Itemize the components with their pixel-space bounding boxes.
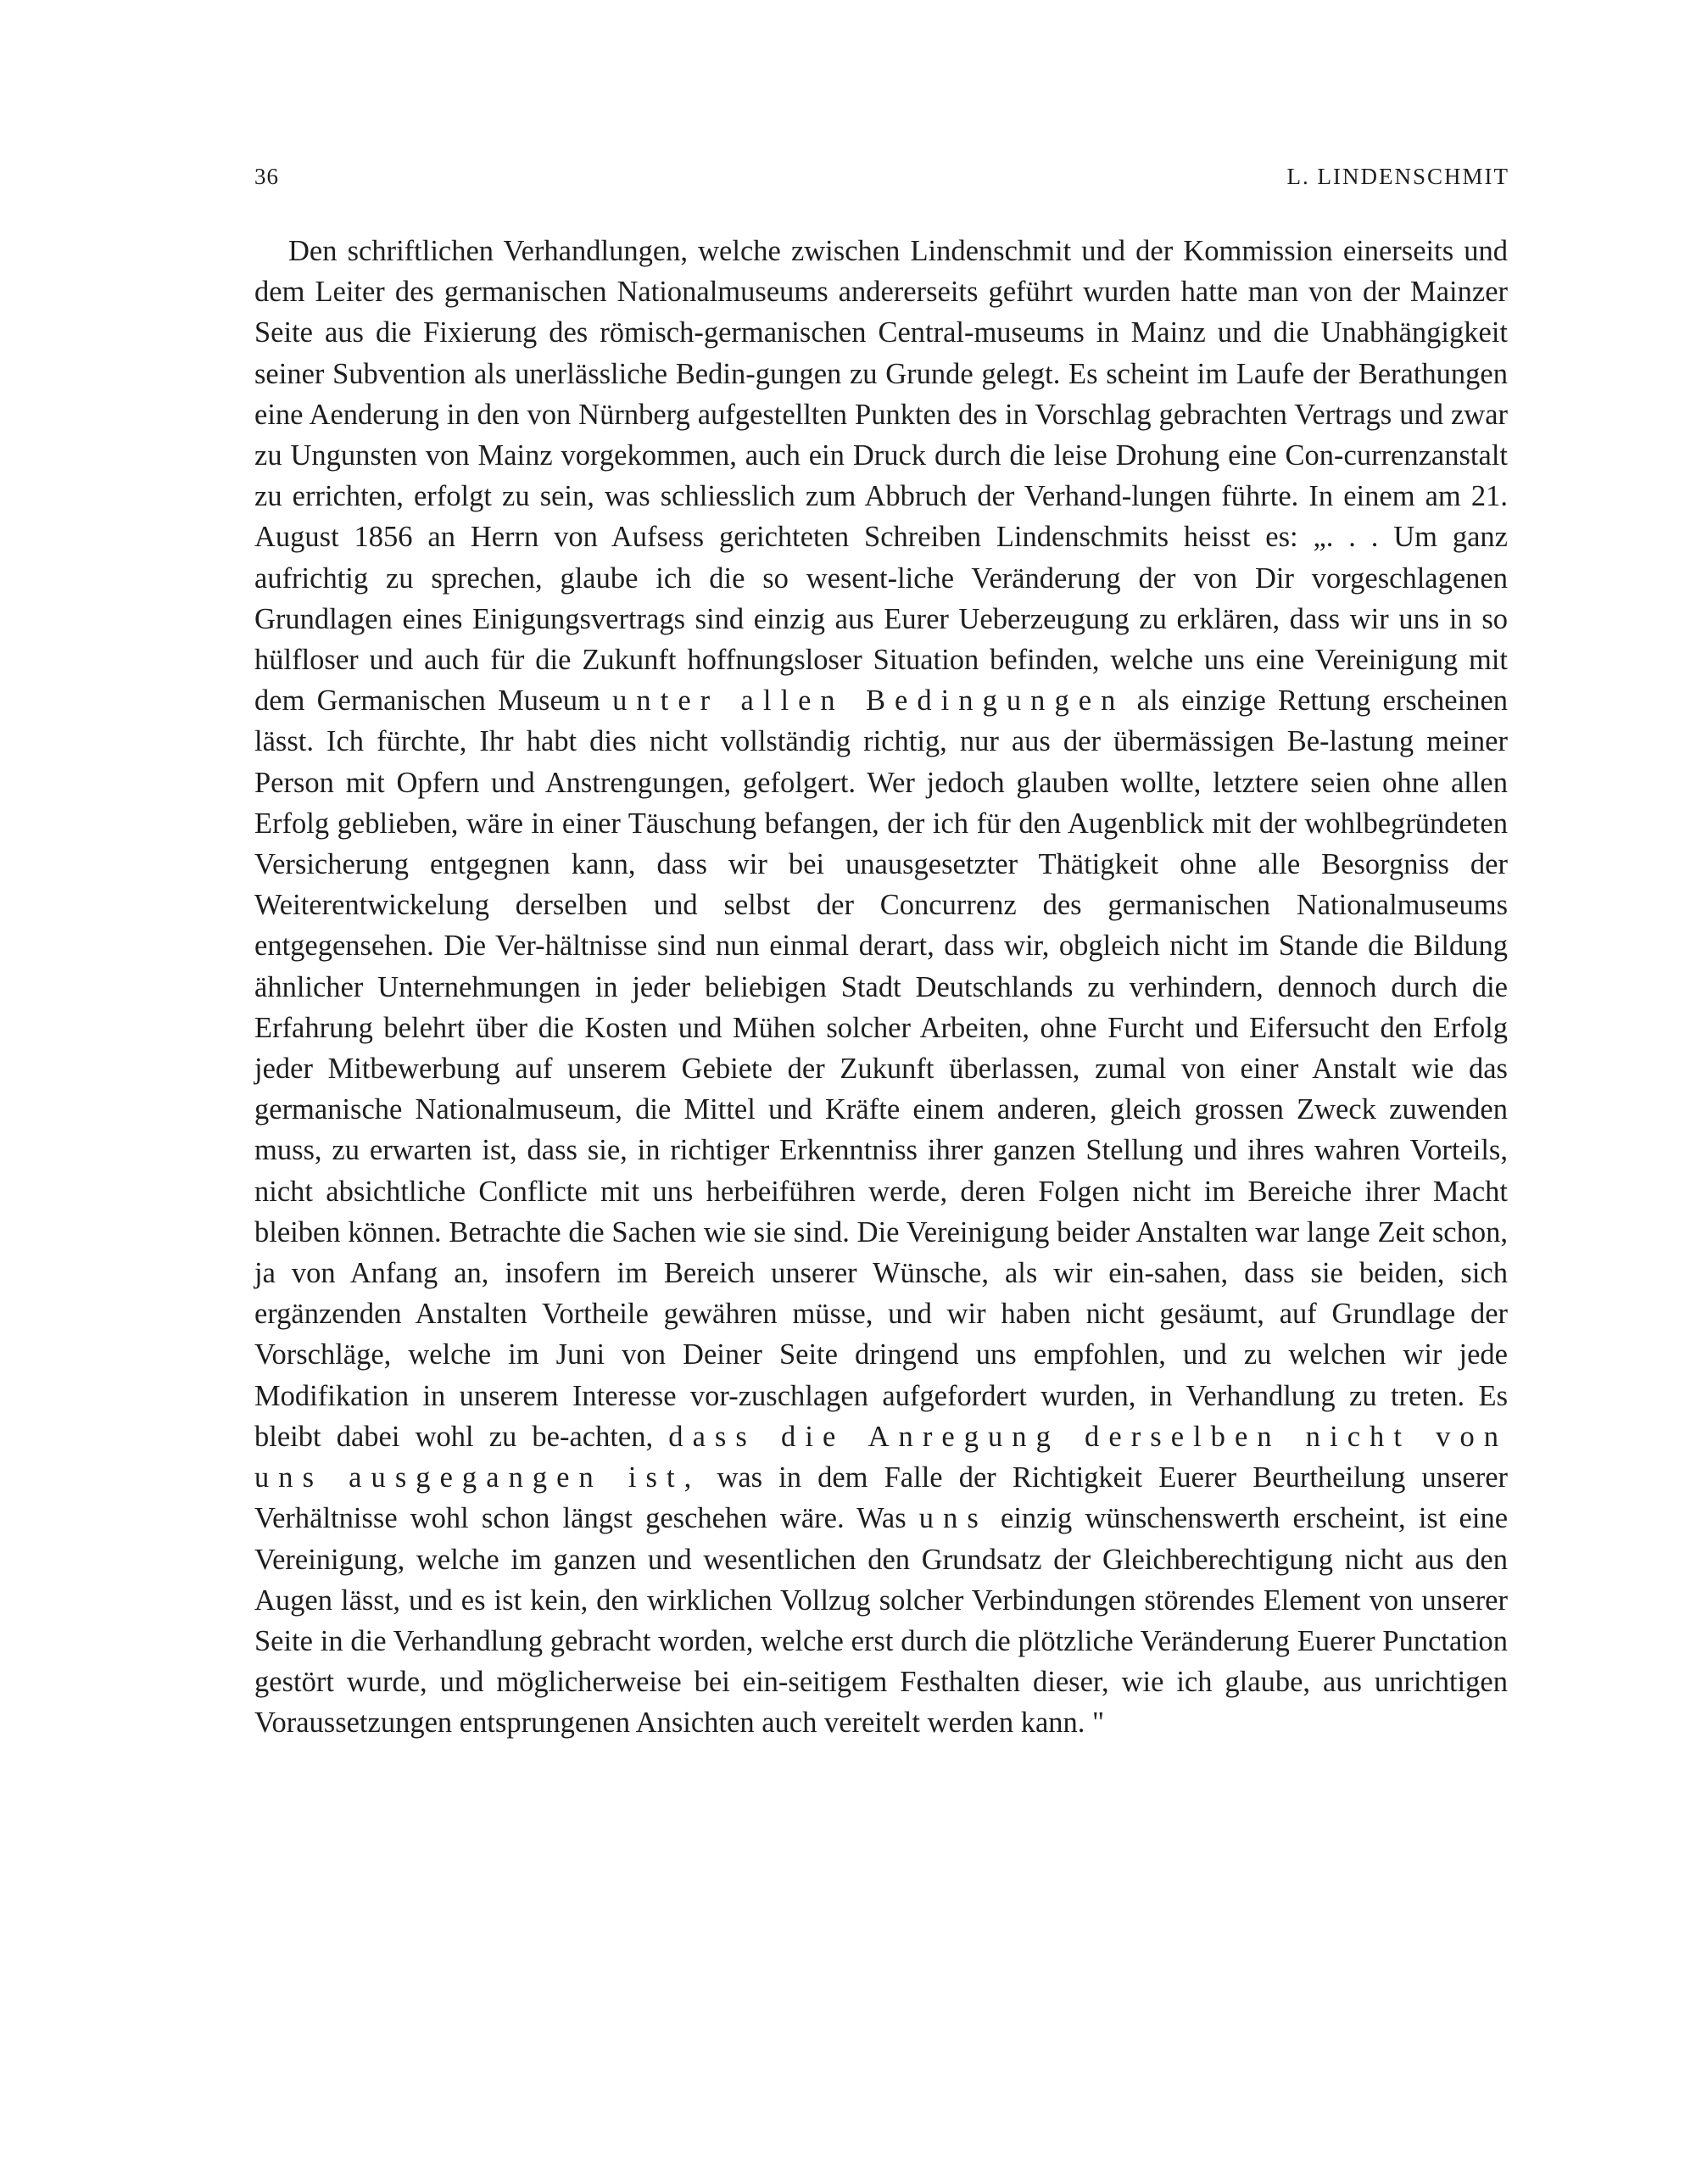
running-header <box>254 159 1509 193</box>
text-run: Den schriftlichen Verhandlungen, welche zwischen Lindenschmit und der Kommission einerseits und dem Leiter des germanischen Nationalmuseums andererseits geführt wurden hatte man von der Mainzer Seite aus die Fixierung des römisch-germanischen Central-museums in Mainz und die Unabhängigkeit seiner Subvention als unerlässliche Bedin-gungen zu Grunde gelegt. Es scheint im Laufe der Berathungen eine Aenderung in den von Nürnberg aufgestellten Punkten des in Vorschlag gebrachten Vertrags und zwar zu Ungunsten von Mainz vorgekommen, auch ein Druck durch die leise Drohung eine Con-currenzanstalt zu errichten, erfolgt zu sein, was schliesslich zum Abbruch der Verhand-lungen führte. In einem am 21. August 1856 an Herrn von Aufsess gerichteten Schreiben Lindenschmits heisst es: „. . . Um ganz aufrichtig zu sprechen, glaube ich die so wesent-liche Veränderung der von Dir vorgeschlagenen Grundlagen eines Einigungsvertrags sind einzig aus Eurer Ueberzeugung zu erklären, dass wir uns in so hülfloser und auch für die Zukunft hoffnungsloser Situation befinden, welche uns eine Vereinigung mit dem Germanischen Museum <box>254 235 1508 718</box>
spaced-emphasis: unter allen Bedingungen <box>612 684 1125 718</box>
page-number: 36 <box>254 164 279 189</box>
text-run: als einzige Rettung erscheinen lässt. Ich fürchte, Ihr habt dies nicht vollständig richtig, nur aus der übermässigen Be-lastung meiner Person mit Opfern und Anstrengungen, gefolgert. Wer jedoch glauben wollte, letztere seien ohne allen Erfolg geblieben, wäre in einer Täuschung befangen, der ich für den Augenblick mit der wohlbegründeten Versicherung entgegnen kann, dass wir bei unausgesetzter Thätigkeit ohne alle Besorgniss der Weiterentwickelung derselben und selbst der Concurrenz des germanischen Nationalmuseums entgegensehen. Die Ver-hältnisse sind nun einmal derart, dass wir, obgleich nicht im Stande die Bildung ähnlicher Unternehmungen in jeder beliebigen Stadt Deutschlands zu verhindern, dennoch durch die Erfahrung belehrt über die Kosten und Mühen solcher Arbeiten, ohne Furcht und Eifersucht den Erfolg jeder Mitbewerbung auf unserem Gebiete der Zukunft überlassen, zumal von einer Anstalt wie das germanische Nationalmuseum, die Mittel und Kräfte einem anderen, gleich grossen Zweck zuwenden muss, zu erwarten ist, dass sie, in richtiger Erkenntniss ihrer ganzen Stellung und ihres wahren Vorteils, nicht absichtliche Conflicte mit uns herbeiführen werde, deren Folgen nicht im Bereiche ihrer Macht bleiben können. Betrachte die Sachen wie sie sind. Die Vereinigung beider Anstalten war lange Zeit schon, ja von Anfang an, insofern im Bereich unserer Wünsche, als wir ein-sahen, dass sie beiden, sich ergänzenden Anstalten Vortheile gewähren müsse, und wir haben nicht gesäumt, auf Grundlage der Vorschläge, welche im Juni von Deiner Seite dringend uns empfohlen, und zu welchen wir jede Modifikation in unserem Interesse vor-zuschlagen aufgefordert wurden, in Verhandlung zu treten. Es bleibt dabei wohl zu be-achten, <box>254 684 1509 1453</box>
running-title: L. LINDENSCHMIT <box>1286 164 1509 189</box>
spaced-emphasis: uns <box>918 1502 988 1535</box>
text-run: einzig wünschenswerth erscheint, ist eine Vereinigung, welche im ganzen und wesentlichen den Grundsatz der Gleichberechtigung nicht aus den Augen lässt, und es ist kein, den wirklichen Vollzug solcher Verbindungen störendes Element von unserer Seite in die Verhandlung gebracht worden, welche erst durch die plötzliche Veränderung Euerer Punctation gestört wurde, und möglicherweise bei ein-seitigem Festhalten dieser, wie ich glaube, aus unrichtigen Voraussetzungen entsprungenen Ansichten auch vereitelt werden kann. " <box>254 1502 1509 1740</box>
body-paragraph <box>254 231 1508 1744</box>
spaced-emphasis: dass die Anregung derselben nicht von uns ausgegangen ist, <box>254 1420 1509 1494</box>
text-run: was in dem Falle der Richtigkeit Euerer Beurtheilung unserer Verhältnisse wohl schon längst geschehen wäre. Was <box>254 1461 1509 1535</box>
